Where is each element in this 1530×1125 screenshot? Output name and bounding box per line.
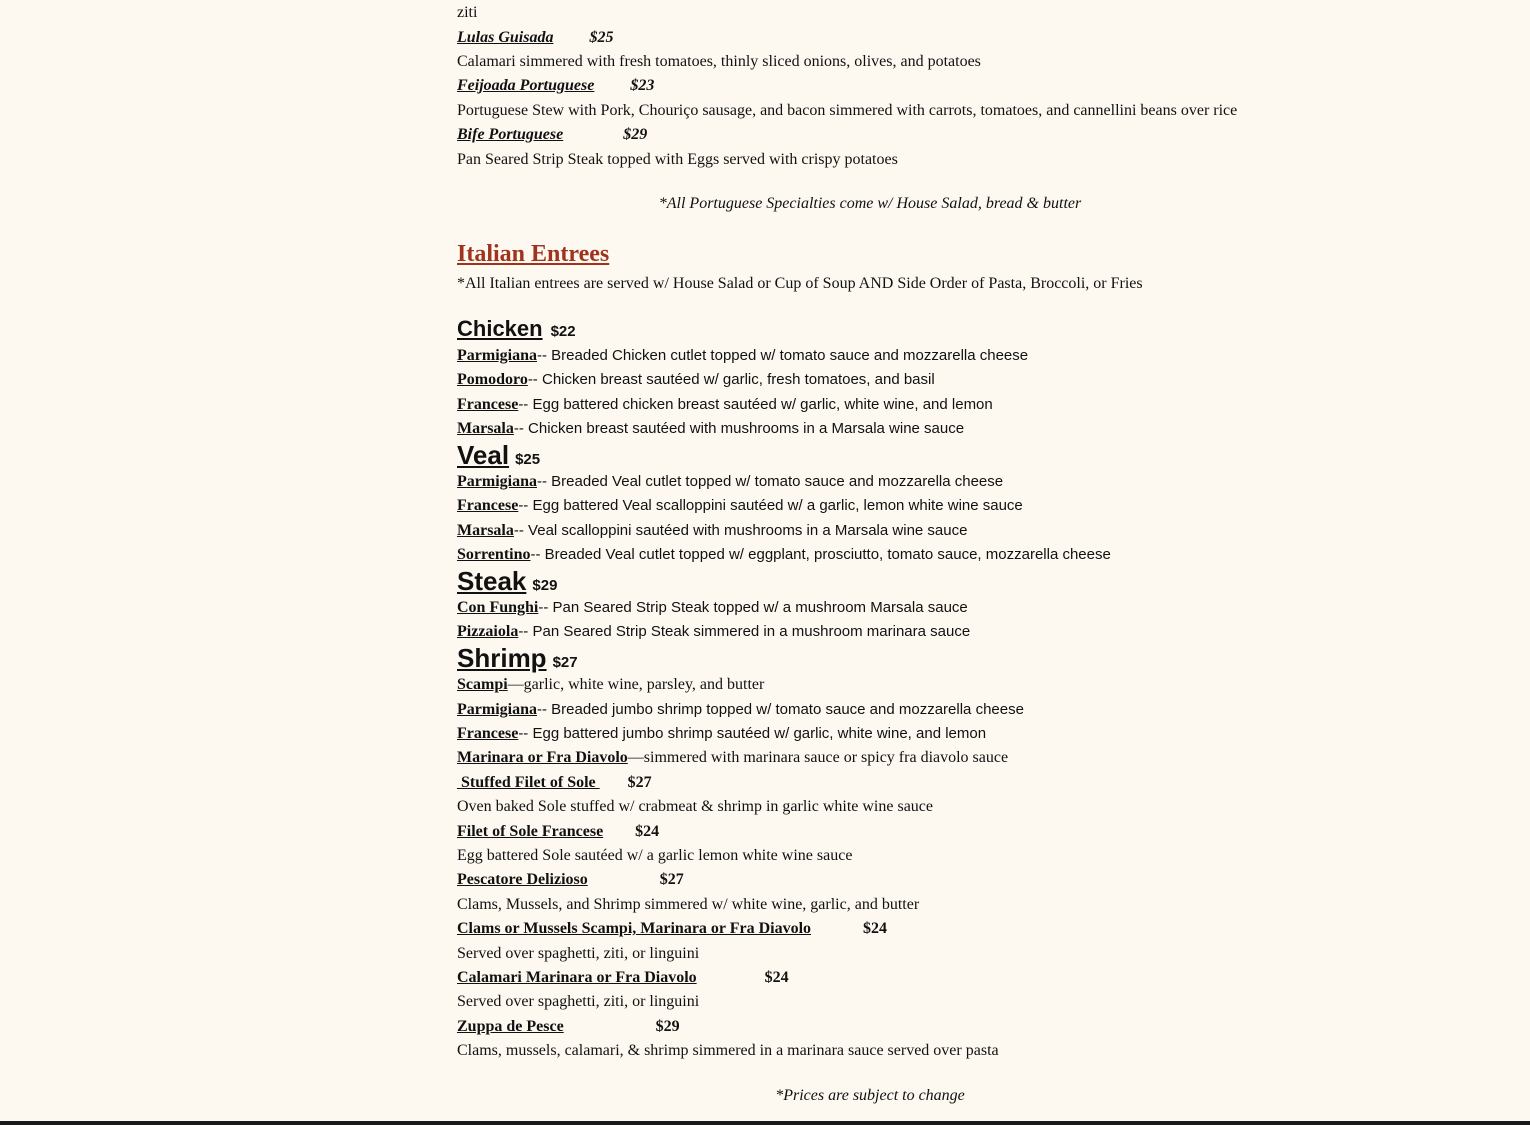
item-description: Breaded Chicken cutlet topped w/ tomato sauce and mozzarella cheese xyxy=(551,347,1029,364)
item-description: Egg battered jumbo shrimp sautéed w/ garlic, white wine, and lemon xyxy=(532,725,987,742)
item-name: Calamari Marinara or Fra Diavolo xyxy=(457,969,697,986)
item-price: $27 xyxy=(627,774,652,791)
menu-item xyxy=(457,543,1111,567)
item-separator: -- xyxy=(537,473,552,490)
menu-item-header xyxy=(457,966,789,990)
item-description: Served over spaghetti, ziti, or linguini xyxy=(457,945,700,962)
item-description: Egg battered chicken breast sautéed w/ garlic, white wine, and lemon xyxy=(532,396,993,413)
item-separator: -- xyxy=(518,623,533,640)
item-price: $25 xyxy=(589,29,614,46)
item-name: Francese xyxy=(457,725,519,742)
item-description: Egg battered Veal scalloppini sautéed w/ a garlic, lemon white wine sauce xyxy=(532,497,1023,514)
category-name: Steak xyxy=(457,566,527,596)
item-name: Francese xyxy=(457,396,519,413)
menu-item-header xyxy=(457,74,654,98)
item-name: Parmigiana xyxy=(457,347,537,364)
item-name: Marinara or Fra Diavolo xyxy=(457,749,628,766)
category-price: $29 xyxy=(532,577,558,594)
item-name: Zuppa de Pesce xyxy=(457,1018,564,1035)
menu-item xyxy=(457,368,935,392)
menu-item xyxy=(457,494,1023,518)
item-separator: -- xyxy=(518,497,533,514)
item-name: Sorrentino xyxy=(457,546,531,563)
item-description: Breaded Veal cutlet topped w/ eggplant, prosciutto, tomato sauce, mozzarella cheese xyxy=(544,546,1111,563)
item-price: $23 xyxy=(630,77,655,94)
item-name: Feijoada Portuguese xyxy=(457,77,595,94)
menu-item xyxy=(457,470,1003,494)
category-name: Veal xyxy=(457,440,510,470)
menu-item xyxy=(457,344,1028,368)
item-description: Breaded jumbo shrimp topped w/ tomato sauce and mozzarella cheese xyxy=(551,701,1024,718)
item-price: $27 xyxy=(659,871,684,888)
item-price: $24 xyxy=(635,823,660,840)
menu-item xyxy=(457,722,986,746)
item-name: Pescatore Delizioso xyxy=(457,871,588,888)
item-name: Scampi xyxy=(457,676,508,693)
item-separator: -- xyxy=(518,725,533,742)
category-name: Chicken xyxy=(457,316,543,341)
menu-item xyxy=(457,596,968,620)
menu-item-header xyxy=(457,917,887,941)
item-name: Clams or Mussels Scampi, Marinara or Fra Diavolo xyxy=(457,920,812,937)
item-description: Chicken breast sautéed w/ garlic, fresh tomatoes, and basil xyxy=(541,371,935,388)
item-name: Con Funghi xyxy=(457,599,539,616)
item-description: Portuguese Stew with Pork, Chouriço sausage, and bacon simmered with carrots, tomatoes, and cannellini beans over rice xyxy=(457,102,1238,119)
item-name: Stuffed Filet of Sole xyxy=(457,774,600,791)
item-name: Filet of Sole Francese xyxy=(457,823,604,840)
menu-item-header xyxy=(457,868,684,892)
item-separator: -- xyxy=(538,599,553,616)
menu-item xyxy=(457,698,1024,722)
item-name: Marsala xyxy=(457,522,514,539)
bottom-divider xyxy=(0,1121,1530,1125)
menu-item xyxy=(457,620,970,644)
item-description: Pan Seared Strip Steak topped with Eggs served with crispy potatoes xyxy=(457,151,898,168)
item-description: Breaded Veal cutlet topped w/ tomato sauce and mozzarella cheese xyxy=(551,473,1004,490)
menu-item xyxy=(457,393,993,417)
item-price: $24 xyxy=(863,920,888,937)
item-name: Pomodoro xyxy=(457,371,528,388)
item-name: Francese xyxy=(457,497,519,514)
menu-item xyxy=(457,519,967,543)
menu-item-header xyxy=(457,123,647,147)
item-separator: -- xyxy=(513,420,529,437)
item-description: Oven baked Sole stuffed w/ crabmeat & shrimp in garlic white wine sauce xyxy=(457,798,934,815)
item-description: Pan Seared Strip Steak topped w/ a mushroom Marsala sauce xyxy=(552,599,968,616)
category-price: $22 xyxy=(550,323,576,340)
menu-item xyxy=(457,417,964,441)
item-separator: -- xyxy=(537,347,552,364)
italian-note: *All Italian entrees are served w/ House Salad or Cup of Soup AND Side Order of Pasta, Broccoli, or Fries xyxy=(457,275,1143,292)
item-description: Calamari simmered with fresh tomatoes, thinly sliced onions, olives, and potatoes xyxy=(457,53,981,70)
item-description: Clams, Mussels, and Shrimp simmered w/ white wine, garlic, and butter xyxy=(457,896,920,913)
category-header xyxy=(457,314,576,347)
item-description: Chicken breast sautéed with mushrooms in a Marsala wine sauce xyxy=(528,420,965,437)
item-separator: -- xyxy=(513,522,529,539)
menu-item-header xyxy=(457,771,652,795)
item-separator: -- xyxy=(518,396,533,413)
prices-note: *Prices are subject to change xyxy=(775,1087,965,1104)
item-name: Parmigiana xyxy=(457,701,537,718)
item-description: Veal scalloppini sautéed with mushrooms in a Marsala wine sauce xyxy=(528,522,968,539)
menu-item xyxy=(457,746,1008,770)
item-price: $24 xyxy=(764,969,789,986)
item-name: Bife Portuguese xyxy=(457,126,564,143)
section-title: Italian Entrees xyxy=(457,241,610,267)
item-name: Pizzaiola xyxy=(457,623,519,640)
menu-item xyxy=(457,673,764,697)
item-price: $29 xyxy=(655,1018,680,1035)
item-description: Served over spaghetti, ziti, or linguini xyxy=(457,993,700,1010)
item-name: Marsala xyxy=(457,420,514,437)
category-price: $25 xyxy=(515,451,541,468)
menu-item-header xyxy=(457,1015,680,1039)
item-separator: -- xyxy=(537,701,552,718)
item-name: Lulas Guisada xyxy=(457,29,554,46)
item-description: garlic, white wine, parsley, and butter xyxy=(523,676,765,693)
item-price: $29 xyxy=(623,126,648,143)
item-separator: -- xyxy=(530,546,545,563)
item-description: Pan Seared Strip Steak simmered in a mushroom marinara sauce xyxy=(532,623,971,640)
portuguese-top-line: ziti xyxy=(457,4,478,21)
item-description: Egg battered Sole sautéed w/ a garlic lemon white wine sauce xyxy=(457,847,853,864)
item-name: Parmigiana xyxy=(457,473,537,490)
item-separator: — xyxy=(627,749,644,766)
item-description: simmered with marinara sauce or spicy fra diavolo sauce xyxy=(643,749,1009,766)
category-price: $27 xyxy=(552,654,578,671)
menu-item-header xyxy=(457,820,659,844)
item-separator: -- xyxy=(527,371,542,388)
item-description: Clams, mussels, calamari, & shrimp simmered in a marinara sauce served over pasta xyxy=(457,1042,999,1059)
portuguese-note: *All Portuguese Specialties come w/ House Salad, bread & butter xyxy=(658,195,1082,212)
menu-item-header xyxy=(457,26,613,50)
category-name: Shrimp xyxy=(457,643,547,673)
item-separator: — xyxy=(507,676,524,693)
